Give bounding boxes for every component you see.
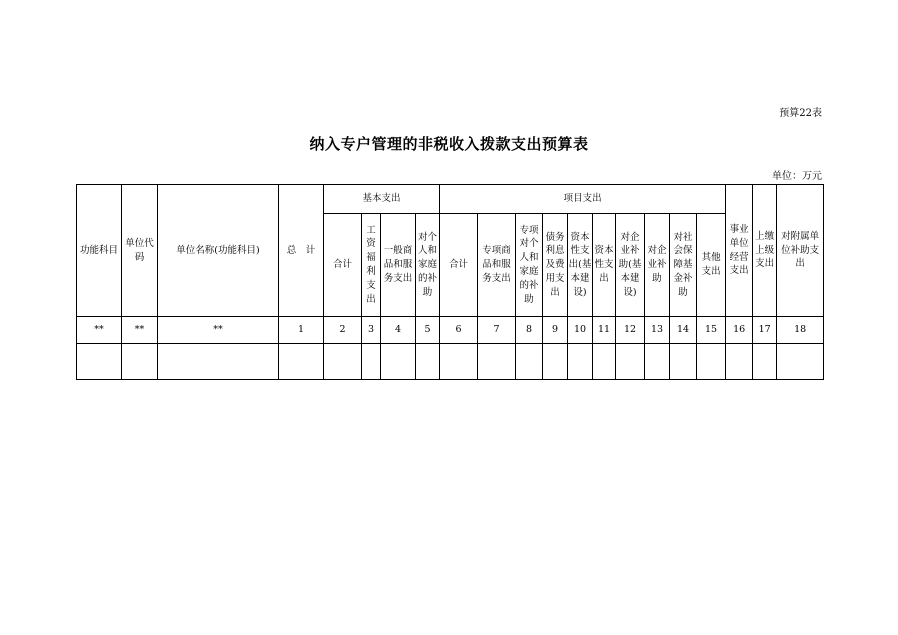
data-cell [726,344,753,380]
code-cell: 1 [279,317,324,344]
header-goods-services: 一般商品和服务支出 [381,214,416,317]
header-enterprise-construction: 对企业补助(基本建设) [616,214,645,317]
header-project-total: 合计 [440,214,478,317]
header-project-goods: 专项商品和服务支出 [478,214,516,317]
header-total: 总 计 [279,185,324,317]
header-project-personal: 专项对个人和家庭的补助 [516,214,543,317]
header-group-row [77,185,824,214]
header-social-security: 对社会保障基金补助 [670,214,697,317]
data-cell [279,344,324,380]
code-cell: ** [77,317,122,344]
code-cell: ** [122,317,158,344]
data-cell [568,344,593,380]
code-cell: 9 [543,317,568,344]
form-number: 预算22表 [779,108,822,119]
page-title: 纳入专户管理的非税收入拨款支出预算表 [309,135,589,153]
header-enterprise-subsidy: 对企业补助 [645,214,670,317]
header-personal-subsidy: 对个人和家庭的补助 [416,214,440,317]
code-cell: 16 [726,317,753,344]
code-cell: 3 [362,317,381,344]
code-cell: 5 [416,317,440,344]
header-project-group: 项目支出 [440,185,726,214]
data-cell [324,344,362,380]
code-cell: 6 [440,317,478,344]
header-basic-group: 基本支出 [324,185,440,214]
data-cell [697,344,726,380]
data-cell [516,344,543,380]
code-cell: 8 [516,317,543,344]
header-affiliate-subsidy: 对附属单位补助支出 [777,185,824,317]
code-row [77,317,824,344]
header-unit-name: 单位名称(功能科目) [158,185,279,317]
header-business-operation: 事业单位经营支出 [726,185,753,317]
code-cell: 17 [753,317,777,344]
data-cell [777,344,824,380]
data-cell [362,344,381,380]
unit-label: 单位：万元 [772,171,822,182]
data-cell [753,344,777,380]
code-cell: ** [158,317,279,344]
data-cell [381,344,416,380]
code-cell: 12 [616,317,645,344]
data-cell [593,344,616,380]
code-cell: 15 [697,317,726,344]
data-cell [77,344,122,380]
header-salary: 工资福利支出 [362,214,381,317]
header-basic-total: 合计 [324,214,362,317]
data-cell [122,344,158,380]
code-cell: 11 [593,317,616,344]
header-debt-interest: 债务利息及费用支出 [543,214,568,317]
data-cell [543,344,568,380]
header-other: 其他支出 [697,214,726,317]
code-cell: 18 [777,317,824,344]
data-cell [416,344,440,380]
code-cell: 2 [324,317,362,344]
header-capital: 资本性支出 [593,214,616,317]
data-cell [670,344,697,380]
empty-data-row [77,344,824,380]
data-cell [645,344,670,380]
code-cell: 14 [670,317,697,344]
header-capital-construction: 资本性支出(基本建设) [568,214,593,317]
data-cell [478,344,516,380]
header-unit-code: 单位代码 [122,185,158,317]
code-cell: 13 [645,317,670,344]
header-upper-payment: 上缴上级支出 [753,185,777,317]
data-cell [158,344,279,380]
code-cell: 10 [568,317,593,344]
code-cell: 4 [381,317,416,344]
data-cell [616,344,645,380]
data-cell [440,344,478,380]
code-cell: 7 [478,317,516,344]
header-func-subject: 功能科目 [77,185,122,317]
budget-table [76,184,824,380]
